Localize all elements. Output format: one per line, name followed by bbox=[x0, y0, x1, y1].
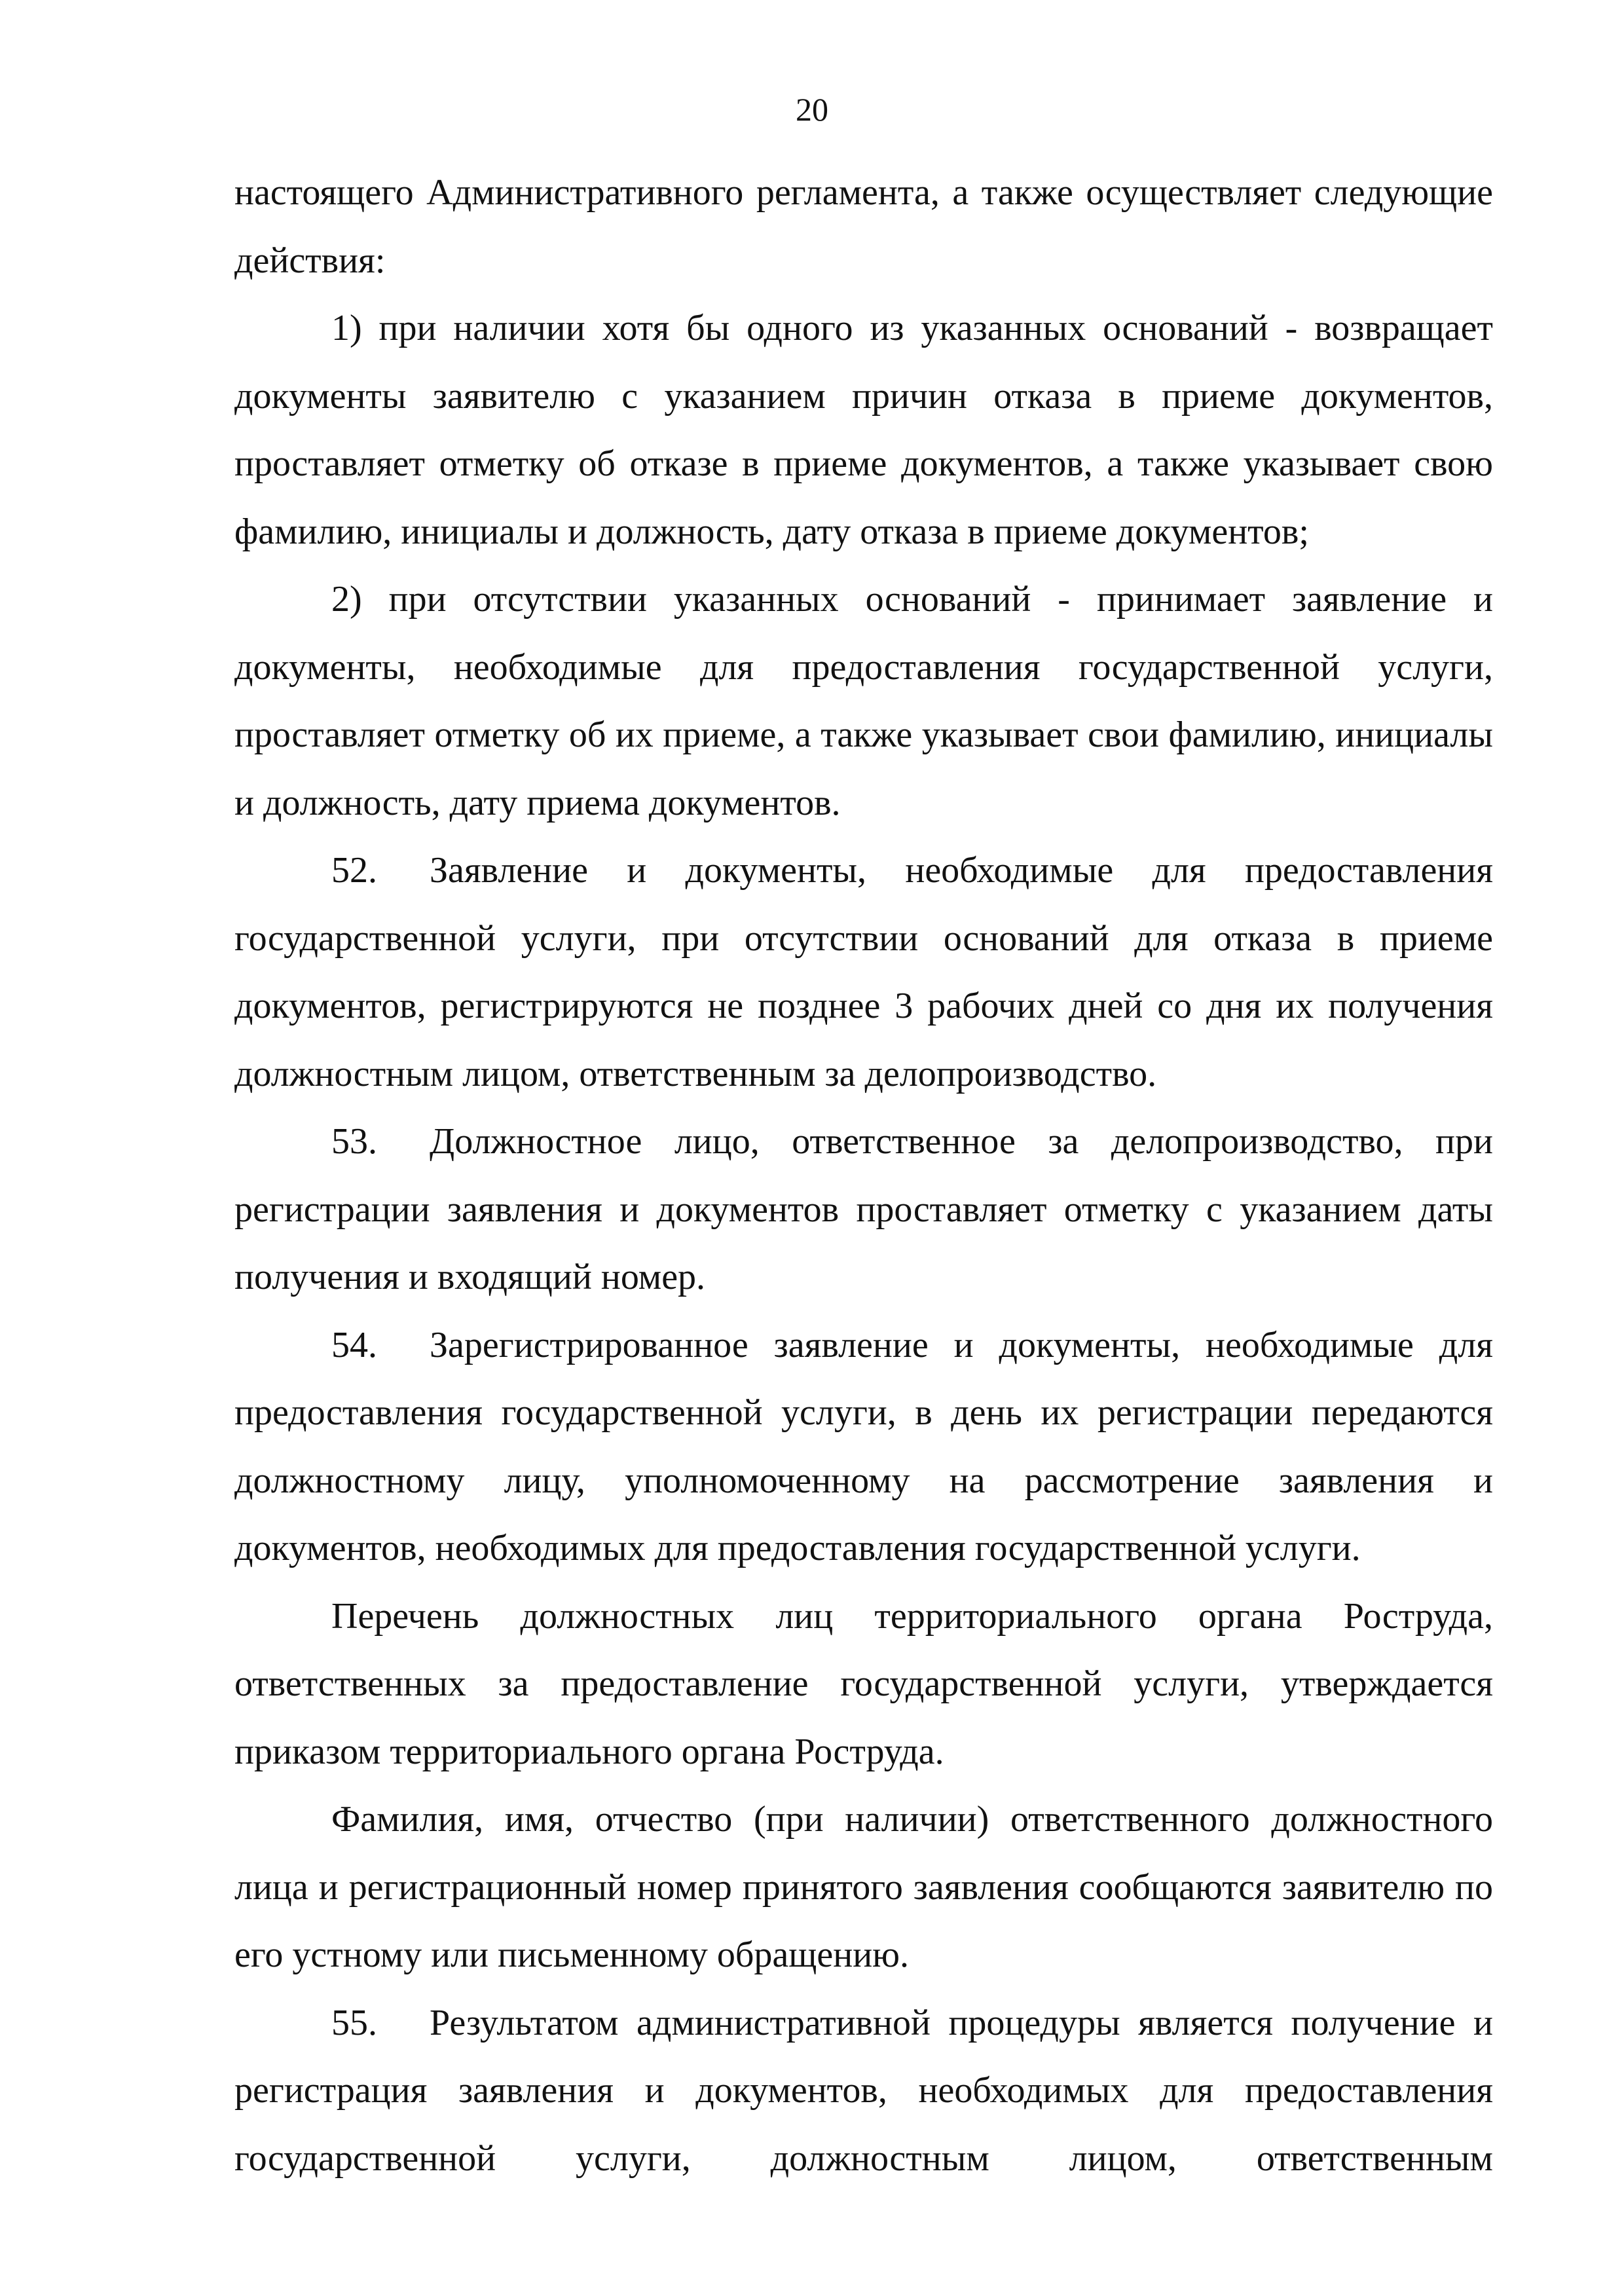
paragraph-52 bbox=[234, 837, 1493, 1108]
paragraph-text: 2) при отсутствии указанных оснований - принимает заявление и документы, необходимые для предоставления государственной услуги, проставляет отметку об их приеме, а также указывает свои фамилию, инициалы и должность, дату приема документов. bbox=[234, 579, 1493, 823]
paragraph-subitem-2 bbox=[234, 566, 1493, 837]
paragraph-text: Заявление и документы, необходимые для предоставления государственной услуги, при отсутствии оснований для отказа в приеме документов, регистрируются не позднее 3 рабочих дней со дня их получения должностным лицом, ответственным за делопроизводство. bbox=[234, 850, 1493, 1094]
paragraph-number: 52. bbox=[331, 850, 377, 891]
paragraph-text: Фамилия, имя, отчество (при наличии) ответственного должностного лица и регистрационный номер принятого заявления сообщаются заявителю по его устному или письменному обращению. bbox=[234, 1799, 1493, 1975]
document-body bbox=[234, 159, 1493, 2193]
paragraph-text: Перечень должностных лиц территориального органа Роструда, ответственных за предоставление государственной услуги, утверждается приказом территориального органа Роструда. bbox=[234, 1595, 1493, 1772]
paragraph-text: настоящего Административного регламента, а также осуществляет следующие действия: bbox=[234, 172, 1493, 281]
paragraph-53 bbox=[234, 1108, 1493, 1312]
paragraph-continuation bbox=[234, 159, 1493, 295]
paragraph-notification bbox=[234, 1786, 1493, 1990]
paragraph-staff-list bbox=[234, 1583, 1493, 1787]
paragraph-text: Должностное лицо, ответственное за делопроизводство, при регистрации заявления и документов проставляет отметку с указанием даты получения и входящий номер. bbox=[234, 1121, 1493, 1297]
paragraph-number: 54. bbox=[331, 1324, 377, 1365]
paragraph-number: 53. bbox=[331, 1121, 377, 1162]
page-number: 20 bbox=[796, 91, 828, 128]
paragraph-text: Результатом административной процедуры является получение и регистрация заявления и документов, необходимых для предоставления государственной услуги, должностным лицом, ответственным bbox=[234, 2002, 1493, 2179]
paragraph-number: 55. bbox=[331, 2002, 377, 2043]
paragraph-54 bbox=[234, 1312, 1493, 1583]
paragraph-text: 1) при наличии хотя бы одного из указанных оснований - возвращает документы заявителю с указанием причин отказа в приеме документов, проставляет отметку об отказе в приеме документов, а также указывает свою фамилию, инициалы и должность, дату отказа в приеме документов; bbox=[234, 308, 1493, 552]
paragraph-text: Зарегистрированное заявление и документы, необходимые для предоставления государственной услуги, в день их регистрации передаются должностному лицу, уполномоченному на рассмотрение заявления и документов, необходимых для предоставления государственной услуги. bbox=[234, 1324, 1493, 1568]
paragraph-subitem-1 bbox=[234, 295, 1493, 566]
paragraph-55 bbox=[234, 1990, 1493, 2193]
